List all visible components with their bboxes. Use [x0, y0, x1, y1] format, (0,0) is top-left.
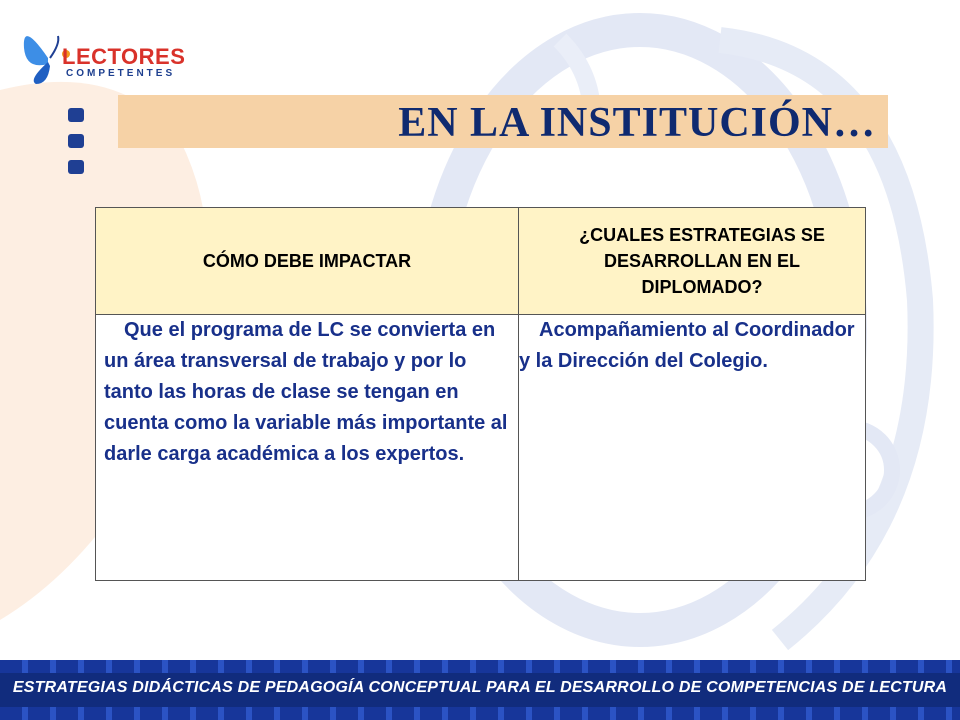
cell-impact	[96, 315, 519, 581]
lectores-competentes-logo	[18, 18, 186, 88]
header-strategies: ¿CUALES ESTRATEGIAS SE DESARROLLAN EN EL DIPLOMADO?	[519, 208, 866, 315]
cell-strategies	[519, 315, 866, 581]
footer-banner	[0, 660, 960, 720]
logo-name-top: LECTORES	[62, 44, 186, 69]
cell-strategies-text: Acompañamiento al Coordinador y la Dirección del Colegio.	[519, 319, 855, 372]
header-impact: CÓMO DEBE IMPACTAR	[96, 208, 519, 315]
table-row	[96, 315, 866, 581]
footer-band	[0, 673, 960, 707]
logo-name-bottom: COMPETENTES	[66, 68, 176, 79]
decorative-squares	[68, 108, 88, 186]
square-bullet	[68, 160, 84, 174]
cell-impact-text: Que el programa de LC se convierta en un área transversal de trabajo y por lo tanto las horas de clase se tengan en cuenta como la variable más importante al darle carga académica a los expertos.	[104, 319, 508, 465]
square-bullet	[68, 108, 84, 122]
strategy-table	[95, 207, 866, 581]
slide-title: EN LA INSTITUCIÓN…	[398, 100, 876, 146]
table-header-row	[96, 208, 866, 315]
title-bar	[118, 95, 888, 148]
square-bullet	[68, 134, 84, 148]
footer-text: ESTRATEGIAS DIDÁCTICAS DE PEDAGOGÍA CONCEPTUAL PARA EL DESARROLLO DE COMPETENCIAS DE LECTURA	[12, 679, 948, 696]
